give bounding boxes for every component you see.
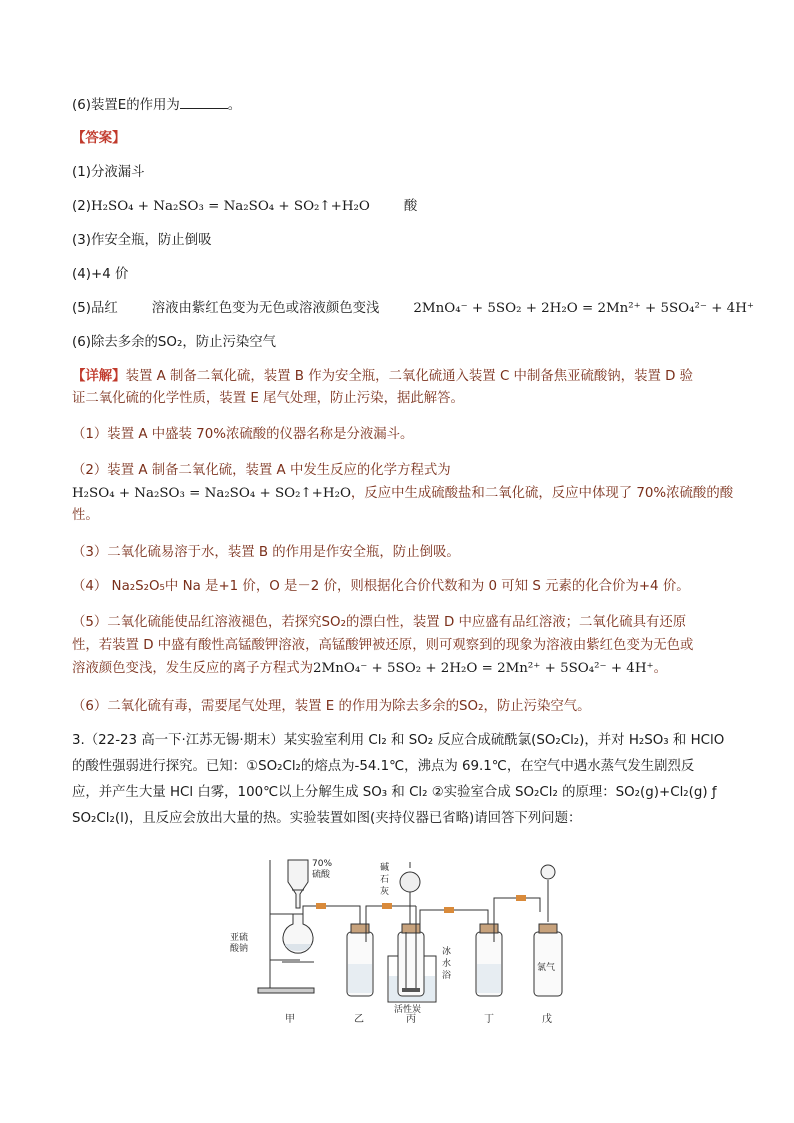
stopper-ding (480, 924, 498, 933)
label-acid-1: 70% (312, 859, 333, 869)
detail-p5-1: （5）二氧化硫能使品红溶液褪色，若探究SO₂的漂白性，装置 D 中应盛有品红溶液；二氧化硫具有还原 (72, 615, 687, 630)
equation: H₂SO₄ + Na₂SO₃ = Na₂SO₄ + SO₂↑+H₂O (90, 199, 370, 214)
label-ice-3: 浴 (442, 971, 452, 981)
answer-blank (180, 94, 228, 109)
stopper-wu (539, 924, 557, 933)
dropping-funnel (288, 860, 308, 908)
label-apparatus-bing: 丙 (406, 1014, 416, 1024)
label-apparatus-jia: 甲 (285, 1014, 295, 1024)
ionic-equation: 2MnO₄⁻ + 5SO₂ + 2H₂O = 2Mn²⁺ + 5SO₄²⁻ + 4H⁺ (313, 661, 654, 676)
answer-2: (2)H₂SO₄ + Na₂SO₃ = Na₂SO₄ + SO₂↑+H₂O 酸 (72, 199, 418, 214)
answer-heading: 【答案】 (72, 131, 126, 146)
rubber-joint (316, 903, 326, 909)
label-sulfite-1: 亚硫 (230, 933, 249, 943)
detail-p1: （1）装置 A 中盛装 70%浓硫酸的仪器名称是分液漏斗。 (72, 427, 414, 442)
detail-p2-1: （2）装置 A 制备二氧化硫，装置 A 中发生反应的化学方程式为 (72, 463, 451, 478)
stand-base (258, 988, 314, 993)
label-ice-2: 水 (442, 959, 452, 969)
detail-p4: （4） Na₂S₂O₅中 Na 是+1 价，O 是－2 价，则根据化合价代数和为 0 可知 S 元素的化合价为+4 价。 (72, 579, 690, 594)
detail-p5-3: 溶液颜色变浅，发生反应的离子方程式为2MnO₄⁻ + 5SO₂ + 2H₂O = 2Mn²⁺ + 5SO₄²⁻ + 4H⁺。 (72, 661, 667, 676)
label-apparatus-ding: 丁 (484, 1014, 494, 1024)
ionic-equation: 2MnO₄⁻ + 5SO₂ + 2H₂O = 2Mn²⁺ + 5SO₄²⁻ + 4H⁺ (413, 301, 754, 316)
label-ice-1: 冰 (442, 947, 452, 957)
label-apparatus-wu: 戊 (542, 1014, 552, 1024)
detail-p2-2: H₂SO₄ + Na₂SO₃ = Na₂SO₄ + SO₂↑+H₂O，反应中生成硫酸盐和二氧化硫，反应中体现了 70%浓硫酸的酸 (72, 486, 734, 501)
detail-intro-2: 证二氧化硫的化学性质，装置 E 尾气处理，防止污染，据此解答。 (72, 391, 464, 406)
detail-p6: （6）二氧化硫有毒，需要尾气处理，装置 E 的作用为除去多余的SO₂，防止污染空气。 (72, 699, 591, 714)
detail-intro-1: 【详解】装置 A 制备二氧化硫，装置 B 作为安全瓶，二氧化硫通入装置 C 中制备焦亚硫酸钠，装置 D 验 (72, 369, 694, 384)
answer-4: (4)+4 价 (72, 267, 129, 282)
question-6: (6)装置E的作用为 。 (72, 94, 734, 117)
label-sulfite-2: 酸钠 (230, 944, 249, 954)
label-chlorine: 氯气 (537, 963, 556, 973)
question-3-line-2: 的酸性强弱进行探究。已知：①SO₂Cl₂的熔点为-54.1℃，沸点为 69.1℃，在空气中遇水蒸气发生剧烈反 (72, 759, 695, 774)
answer-5: (5)品红 溶液由紫红色变为无色或溶液颜色变浅 2MnO₄⁻ + 5SO₂ + 2H₂O = 2Mn²⁺ + 5SO₄²⁻ + 4H⁺ (72, 301, 754, 316)
answer-6: (6)除去多余的SO₂，防止污染空气 (72, 335, 277, 350)
rubber-joint (444, 907, 454, 913)
liquid-ding (477, 964, 501, 993)
bottle-bing (398, 932, 424, 996)
question-3-line-1: 3.（22-23 高一下·江苏无锡·期末）某实验室利用 Cl₂ 和 SO₂ 反应合成硫酰氯(SO₂Cl₂)，并对 H₂SO₃ 和 HClO (72, 733, 725, 748)
label-apparatus-yi: 乙 (354, 1014, 364, 1024)
separatory-funnel (541, 865, 555, 879)
label-soda-2: 石 (380, 875, 390, 885)
apparatus-diagram (230, 852, 570, 1024)
label-carbon: 活性炭 (394, 1005, 422, 1015)
question-3-line-4: SO₂Cl₂(l)，且反应会放出大量的热。实验装置如图(夹持仪器已省略)请回答下列问题： (72, 811, 582, 826)
label-soda-3: 灰 (380, 887, 390, 897)
detail-p2-3: 性。 (72, 508, 99, 523)
detail-p3: （3）二氧化硫易溶于水，装置 B 的作用是作安全瓶，防止倒吸。 (72, 545, 460, 560)
rubber-joint (382, 903, 392, 909)
activated-carbon (402, 988, 420, 992)
soda-lime-tube (400, 872, 420, 892)
detail-p5-2: 性，若装置 D 中盛有酸性高锰酸钾溶液，高锰酸钾被还原，则可观察到的现象为溶液由紫红色变为无色或 (72, 638, 694, 653)
equation: H₂SO₄ + Na₂SO₃ = Na₂SO₄ + SO₂↑+H₂O (72, 486, 351, 501)
answer-3: (3)作安全瓶，防止倒吸 (72, 233, 212, 248)
answer-1: (1)分液漏斗 (72, 165, 145, 180)
liquid-yi (348, 964, 372, 993)
rubber-joint (516, 895, 526, 901)
stopper-bing (402, 924, 420, 933)
label-soda-1: 碱 (380, 863, 390, 873)
label-acid-2: 硫酸 (312, 870, 331, 880)
detail-heading: 【详解】 (72, 369, 126, 384)
question-3-line-3: 应，并产生大量 HCl 白雾，100℃以上分解生成 SO₃ 和 Cl₂ ②实验室合成 SO₂Cl₂ 的原理：SO₂(g)+Cl₂(g) ƒ (72, 785, 717, 800)
